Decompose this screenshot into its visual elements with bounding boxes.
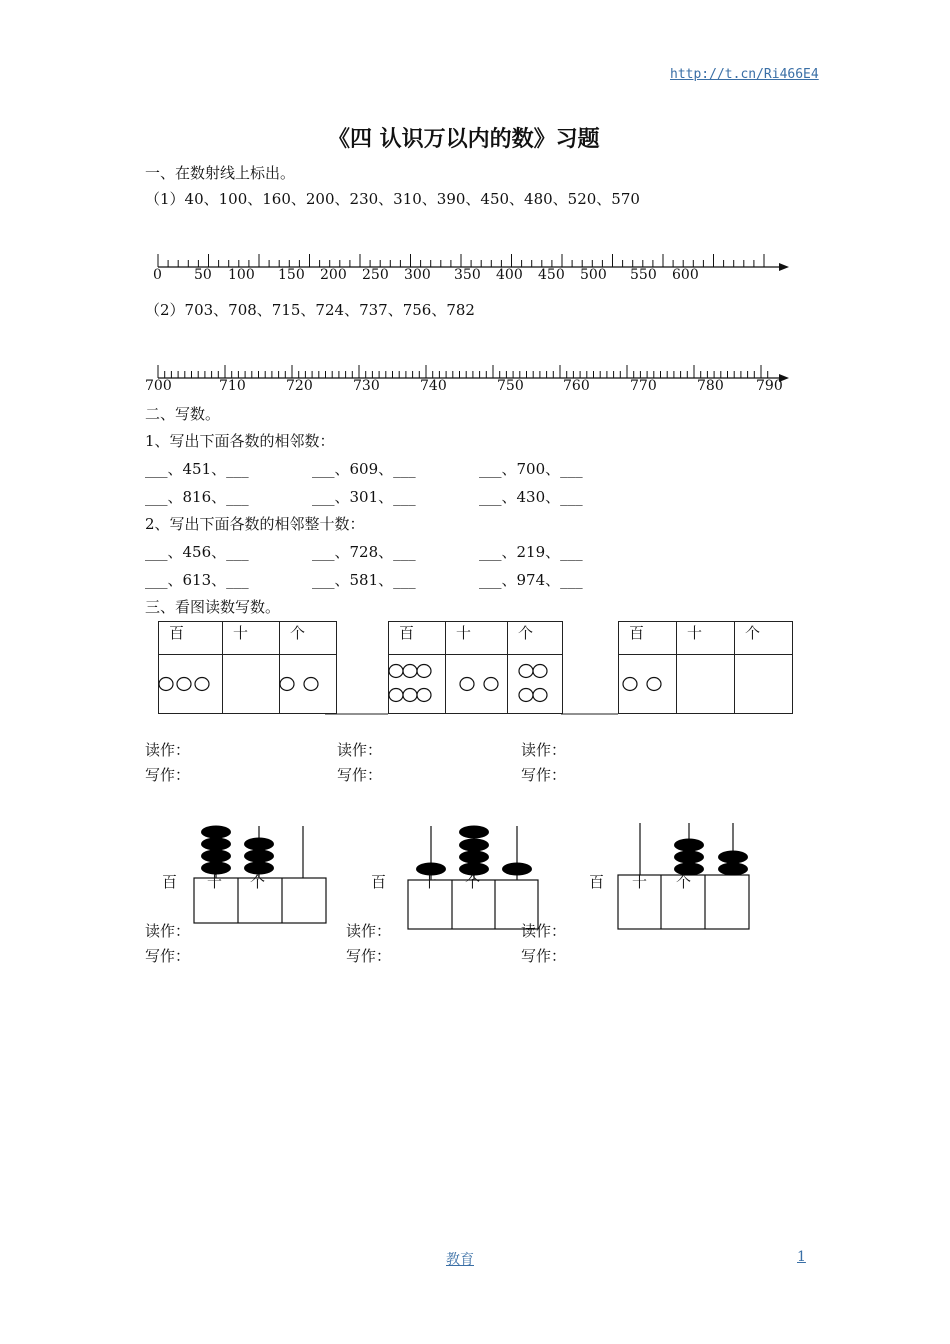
tick-label: 750 <box>497 378 524 394</box>
read-label: 读作： <box>145 741 191 759</box>
section3-heading: 三、看图读数写数。 <box>145 598 281 616</box>
tick-label: 700 <box>145 378 172 394</box>
tens-item: ___、728、___ <box>312 543 416 561</box>
page-number: 1 <box>797 1249 806 1265</box>
write-label: 写作： <box>145 947 191 965</box>
abacus-label-hundred: 百 <box>162 873 178 891</box>
tens-item: ___、456、___ <box>145 543 249 561</box>
neighbor-item: ___、451、___ <box>145 460 249 478</box>
col-one: 个 <box>735 622 793 655</box>
tick-label: 770 <box>630 378 657 394</box>
section2-heading: 二、写数。 <box>145 405 221 423</box>
section1-q2: （2）703、708、715、724、737、756、782 <box>145 301 475 319</box>
tick-label: 0 <box>153 267 162 283</box>
tick-label: 550 <box>630 267 657 283</box>
bead-circle <box>623 678 637 691</box>
tick-label: 790 <box>756 378 783 394</box>
col-one: 个 <box>508 622 563 655</box>
bead-circle <box>304 678 318 691</box>
tens-item: ___、581、___ <box>312 571 416 589</box>
bead-circle <box>403 689 417 702</box>
bead-circle <box>519 665 533 678</box>
tick-label: 350 <box>454 267 481 283</box>
abacus-label-one: 个 <box>250 873 266 891</box>
bead-circle <box>647 678 661 691</box>
bead-circle <box>417 665 431 678</box>
neighbor-item: ___、301、___ <box>312 488 416 506</box>
col-hundred: 百 <box>619 622 677 655</box>
tick-label: 250 <box>362 267 389 283</box>
tick-label: 300 <box>404 267 431 283</box>
footer-link[interactable]: 教育 <box>446 1252 474 1268</box>
tick-label: 760 <box>563 378 590 394</box>
bead-circle <box>403 665 417 678</box>
page-title: 《四 认识万以内的数》习题 <box>328 126 600 152</box>
col-hundred: 百 <box>159 622 223 655</box>
read-label: 读作： <box>145 922 191 940</box>
abacus-label-hundred: 百 <box>371 873 387 891</box>
tens-item: ___、219、___ <box>479 543 583 561</box>
write-label: 写作： <box>337 766 383 784</box>
bead-circle <box>417 689 431 702</box>
tick-label: 450 <box>538 267 565 283</box>
col-ten: 十 <box>223 622 280 655</box>
tick-label: 720 <box>286 378 313 394</box>
tick-label: 740 <box>420 378 447 394</box>
col-ten: 十 <box>677 622 735 655</box>
write-label: 写作： <box>145 766 191 784</box>
abacus-label-ten: 十 <box>422 873 438 891</box>
abacus-label-hundred: 百 <box>589 873 605 891</box>
neighbor-item: ___、700、___ <box>479 460 583 478</box>
abacus-label-one: 个 <box>676 873 692 891</box>
tick-label: 710 <box>219 378 246 394</box>
write-label: 写作： <box>346 947 392 965</box>
bead-circle <box>533 689 547 702</box>
read-label: 读作： <box>521 741 567 759</box>
tick-label: 780 <box>697 378 724 394</box>
bead-circle <box>195 678 209 691</box>
tick-label: 100 <box>228 267 255 283</box>
header-url[interactable]: http://t.cn/Ri466E4 <box>670 67 819 82</box>
section2-q2: 2、写出下面各数的相邻整十数： <box>145 515 365 533</box>
bead-circle <box>389 689 403 702</box>
tick-label: 730 <box>353 378 380 394</box>
tens-item: ___、613、___ <box>145 571 249 589</box>
bead-circle <box>533 665 547 678</box>
read-label: 读作： <box>337 741 383 759</box>
abacus-label-ten: 十 <box>632 873 648 891</box>
section2-q1: 1、写出下面各数的相邻数： <box>145 432 335 450</box>
neighbor-item: ___、609、___ <box>312 460 416 478</box>
bead-circle <box>484 678 498 691</box>
bead-circle <box>280 678 294 691</box>
tens-item: ___、974、___ <box>479 571 583 589</box>
write-label: 写作： <box>521 947 567 965</box>
bead-circle <box>177 678 191 691</box>
bead-circle <box>389 665 403 678</box>
col-hundred: 百 <box>389 622 446 655</box>
col-one: 个 <box>280 622 337 655</box>
section1-heading: 一、在数射线上标出。 <box>145 164 296 182</box>
read-label: 读作： <box>346 922 392 940</box>
tick-label: 150 <box>278 267 305 283</box>
abacus-label-one: 个 <box>465 873 481 891</box>
tick-label: 400 <box>496 267 523 283</box>
tick-label: 600 <box>672 267 699 283</box>
neighbor-item: ___、430、___ <box>479 488 583 506</box>
tick-label: 50 <box>194 267 212 283</box>
section1-q1: （1）40、100、160、200、230、310、390、450、480、520、570 <box>145 190 640 208</box>
tick-label: 500 <box>580 267 607 283</box>
bead-circle <box>159 678 173 691</box>
tick-label: 200 <box>320 267 347 283</box>
bead-circle <box>460 678 474 691</box>
bead-circle <box>519 689 533 702</box>
abacus-label-ten: 十 <box>207 873 223 891</box>
neighbor-item: ___、816、___ <box>145 488 249 506</box>
col-ten: 十 <box>446 622 508 655</box>
read-label: 读作： <box>521 922 567 940</box>
write-label: 写作： <box>521 766 567 784</box>
